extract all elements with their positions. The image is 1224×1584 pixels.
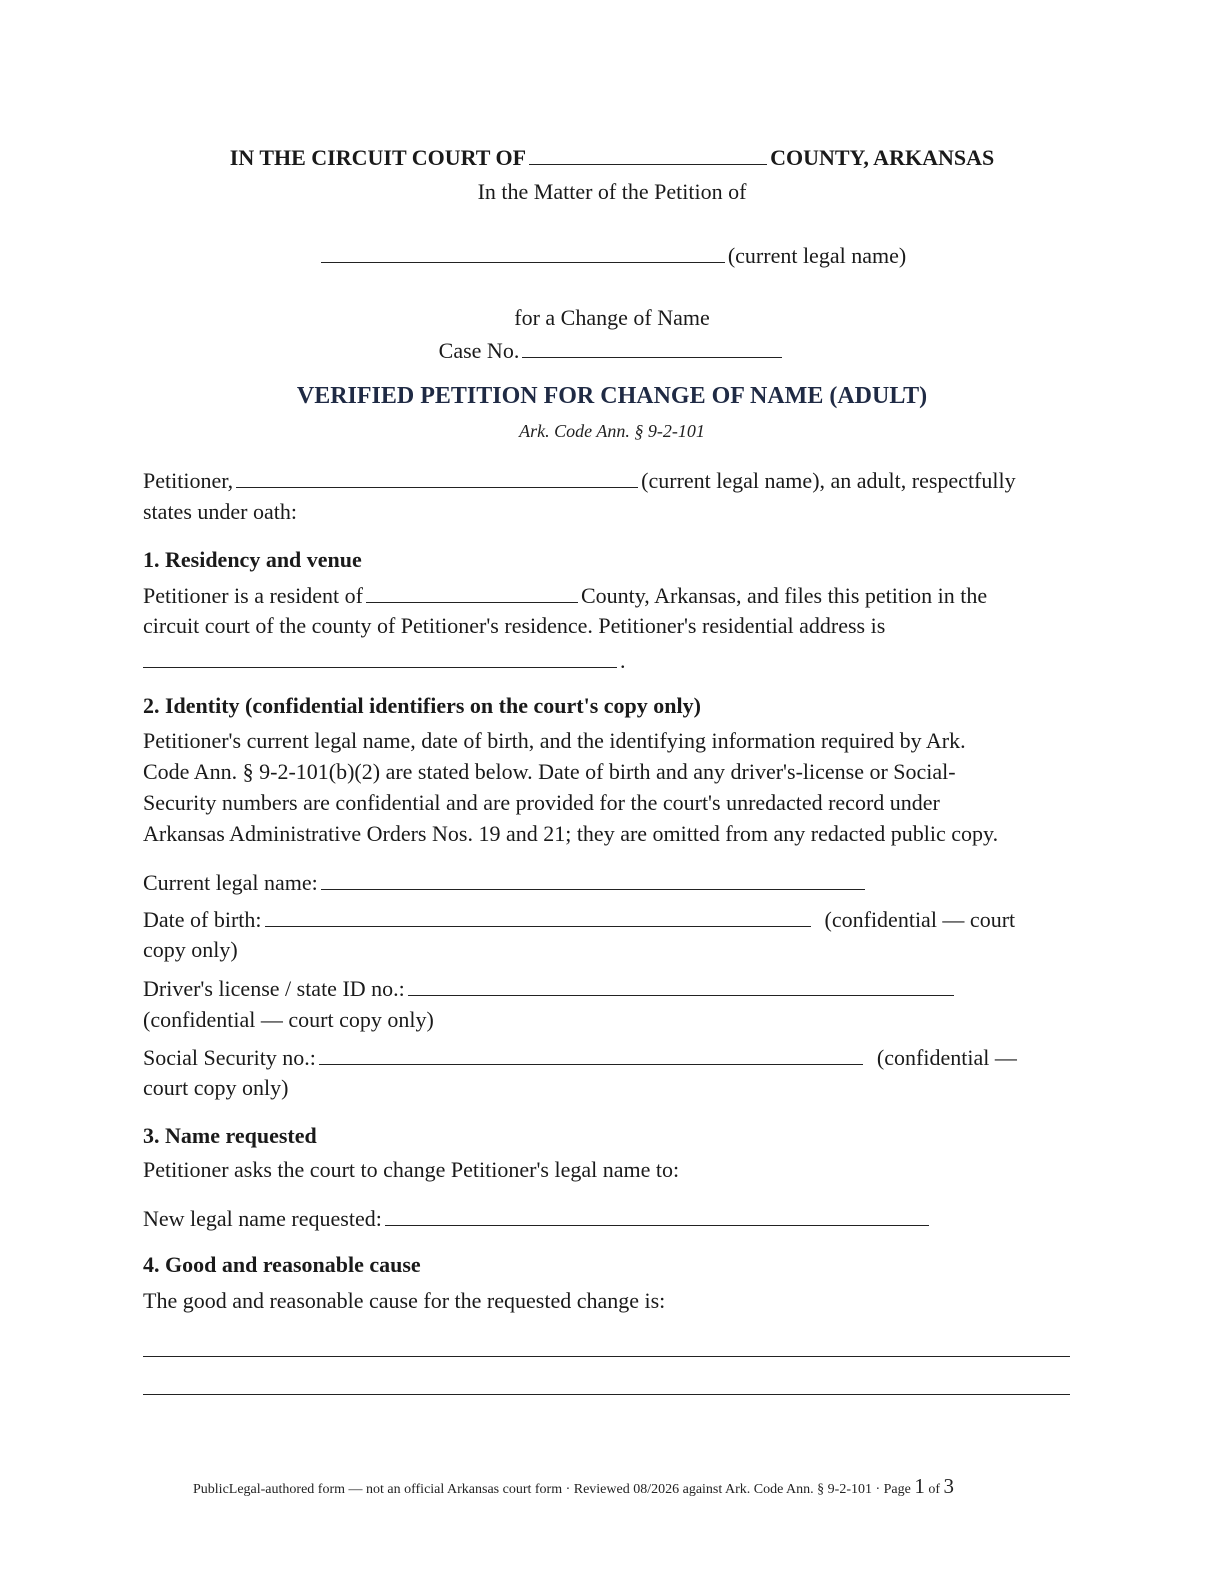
dl-row [143,973,957,1004]
case-label: Case No. [438,338,520,363]
petitioner-name-blank[interactable] [321,240,725,263]
cause-line-2[interactable] [143,1394,1070,1395]
page-of: of [928,1482,941,1497]
section-2-paragraph-line-4: Arkansas Administrative Orders Nos. 19 and 21; they are omitted from any redacted public copy. [143,821,999,846]
court-caption [0,142,1224,173]
dob-note-cont: copy only) [143,937,238,962]
dob-field[interactable] [265,904,811,927]
page-current: 1 [914,1474,925,1498]
s1-suffix: County, Arkansas, and files this petition in the [580,583,988,608]
new-name-label: New legal name requested: [143,1206,382,1231]
section-2-paragraph-line-3: Security numbers are confidential and are provided for the court's unredacted record under [143,790,940,815]
change-line: for a Change of Name [514,305,710,330]
matter-line: In the Matter of the Petition of [477,179,747,204]
ssn-field[interactable] [319,1042,863,1065]
section-3-heading: 3. Name requested [143,1123,317,1148]
court-suffix: COUNTY, ARKANSAS [770,145,995,170]
section-2-paragraph-line-1: Petitioner's current legal name, date of birth, and the identifying information required by Ark. [143,728,966,753]
petitioner-name-hint: (current legal name) [727,243,907,268]
address-blank[interactable] [143,645,617,668]
residency-county-blank[interactable] [366,580,578,603]
section-2-heading: 2. Identity (confidential identifiers on the court's copy only) [143,693,701,718]
address-period: . [620,648,626,673]
intro-line [143,465,1016,496]
section-1-line-2: circuit court of the county of Petitioner's residence. Petitioner's residential address is [143,613,886,638]
intro-prefix: Petitioner, [143,468,234,493]
current-name-row [143,867,868,898]
s1-prefix: Petitioner is a resident of [143,583,363,608]
petitioner-name-caption [0,240,1224,271]
intro-name-blank[interactable] [236,465,638,488]
dob-row [143,904,1015,935]
ssn-label: Social Security no.: [143,1045,316,1070]
section-3-text: Petitioner asks the court to change Petitioner's legal name to: [143,1157,680,1182]
dl-note: (confidential — court copy only) [143,1007,434,1032]
cause-line-1[interactable] [143,1356,1070,1357]
section-1-heading: 1. Residency and venue [143,547,362,572]
intro-suffix: (current legal name), an adult, respectfully [641,468,1016,493]
section-4-text: The good and reasonable cause for the requested change is: [143,1288,666,1313]
dl-label: Driver's license / state ID no.: [143,976,405,1001]
ssn-row [143,1042,1017,1073]
dl-field[interactable] [408,973,954,996]
section-2-paragraph-line-2: Code Ann. § 9-2-101(b)(2) are stated below. Date of birth and any driver's-license or Social- [143,759,956,784]
case-number-blank[interactable] [522,335,782,358]
footer-text: PublicLegal-authored form — not an official Arkansas court form · Reviewed 08/2026 against Ark. Code Ann. § 9-2-101 · Page [193,1482,911,1497]
ssn-note: (confidential — [876,1045,1017,1070]
dob-note: (confidential — court [824,907,1016,932]
statute-citation: Ark. Code Ann. § 9-2-101 [519,421,705,441]
document-title: VERIFIED PETITION FOR CHANGE OF NAME (ADULT) [296,383,928,409]
page-footer [193,1474,954,1499]
new-name-field[interactable] [385,1203,929,1226]
court-prefix: IN THE CIRCUIT COURT OF [229,145,527,170]
intro-line-2: states under oath: [143,499,297,524]
current-name-label: Current legal name: [143,870,318,895]
section-4-heading: 4. Good and reasonable cause [143,1252,421,1277]
current-name-field[interactable] [321,867,865,890]
page-total: 3 [943,1474,955,1498]
ssn-note-cont: court copy only) [143,1075,289,1100]
section-1-line-1 [143,580,987,611]
case-number-line [0,335,1224,366]
county-blank[interactable] [529,142,767,165]
new-name-row [143,1203,932,1234]
address-line [143,645,626,676]
dob-label: Date of birth: [143,907,262,932]
